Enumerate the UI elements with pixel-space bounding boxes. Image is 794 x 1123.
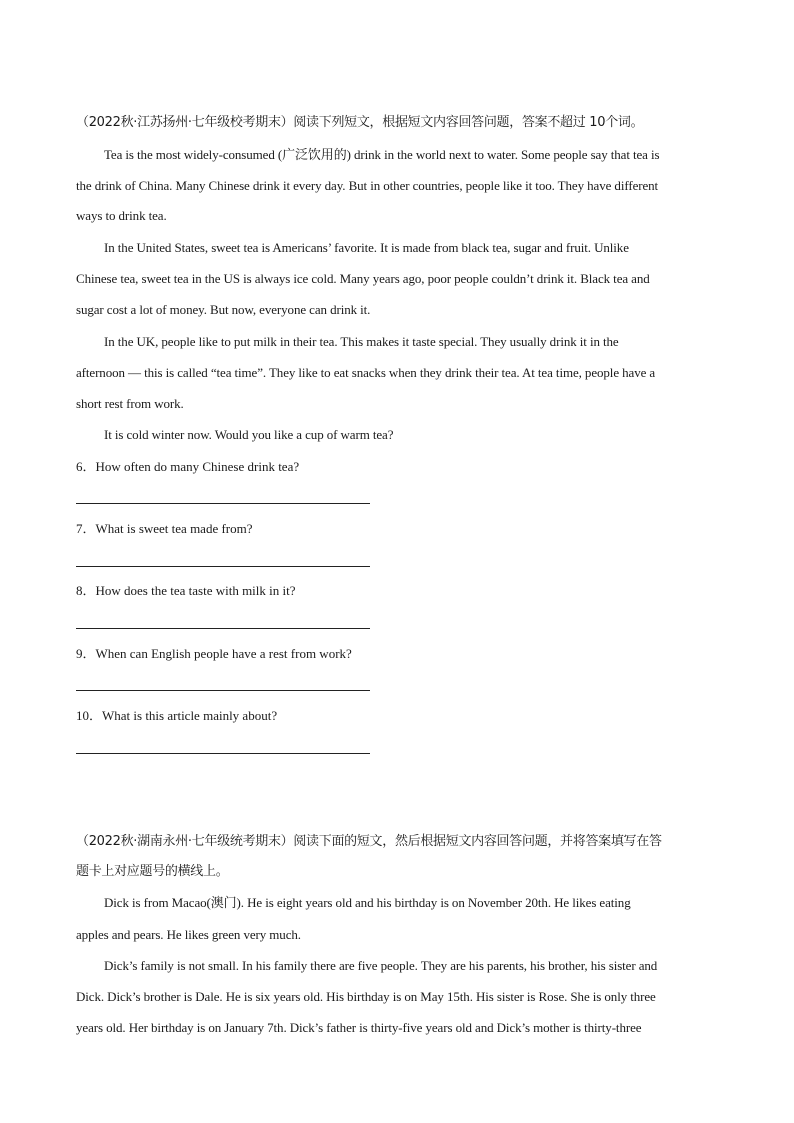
passage1-line: sugar cost a lot of money. But now, everyone can drink it. <box>76 302 371 317</box>
passage2-line: Dick is from Macao(澳门). He is eight years old and his birthday is on November 20th. He likes eating <box>104 895 631 910</box>
passage2-line: years old. Her birthday is on January 7th. Dick’s father is thirty-five years old and Dick’s mother is thirty-three <box>76 1020 642 1035</box>
section2-header: （2022秋·湖南永州·七年级统考期末）阅读下面的短文，然后根据短文内容回答问题，并将答案填写在答 <box>76 834 662 849</box>
question-7: 7．What is sweet tea made from? <box>76 521 253 536</box>
answer-line-9[interactable] <box>76 690 370 691</box>
answer-line-10[interactable] <box>76 753 370 754</box>
question-6: 6．How often do many Chinese drink tea? <box>76 459 300 474</box>
passage1-line: Tea is the most widely-consumed (广泛饮用的) drink in the world next to water. Some people say that tea is <box>104 147 660 162</box>
passage1-line: Chinese tea, sweet tea in the US is always ice cold. Many years ago, poor people couldn’t drink it. Black tea and <box>76 271 650 286</box>
answer-line-7[interactable] <box>76 566 370 567</box>
passage1-line: It is cold winter now. Would you like a cup of warm tea? <box>104 427 394 442</box>
passage1-line: the drink of China. Many Chinese drink it every day. But in other countries, people like it too. They have different <box>76 178 659 193</box>
passage1-line: In the United States, sweet tea is Americans’ favorite. It is made from black tea, sugar and fruit. Unlike <box>104 240 629 255</box>
passage1-line: short rest from work. <box>76 396 184 411</box>
passage2-line: apples and pears. He likes green very much. <box>76 927 301 942</box>
passage1-line: In the UK, people like to put milk in their tea. This makes it taste special. They usually drink it in the <box>104 334 619 349</box>
question-10: 10．What is this article mainly about? <box>76 708 278 723</box>
answer-line-6[interactable] <box>76 503 370 504</box>
section1-header: （2022秋·江苏扬州·七年级校考期末）阅读下列短文，根据短文内容回答问题，答案不超过 10个词。 <box>76 115 644 130</box>
passage1-line: ways to drink tea. <box>76 208 167 223</box>
passage2-line: Dick’s family is not small. In his family there are five people. They are his parents, his brother, his sister and <box>104 958 658 973</box>
section2-header-continued: 题卡上对应题号的横线上。 <box>76 864 229 879</box>
answer-line-8[interactable] <box>76 628 370 629</box>
question-8: 8．How does the tea taste with milk in it? <box>76 583 296 598</box>
passage1-line: afternoon — this is called “tea time”. They like to eat snacks when they drink their tea. At tea time, people have a <box>76 365 656 380</box>
passage2-line: Dick. Dick’s brother is Dale. He is six years old. His birthday is on May 15th. His sister is Rose. She is only three <box>76 989 656 1004</box>
question-9: 9．When can English people have a rest from work? <box>76 646 352 661</box>
